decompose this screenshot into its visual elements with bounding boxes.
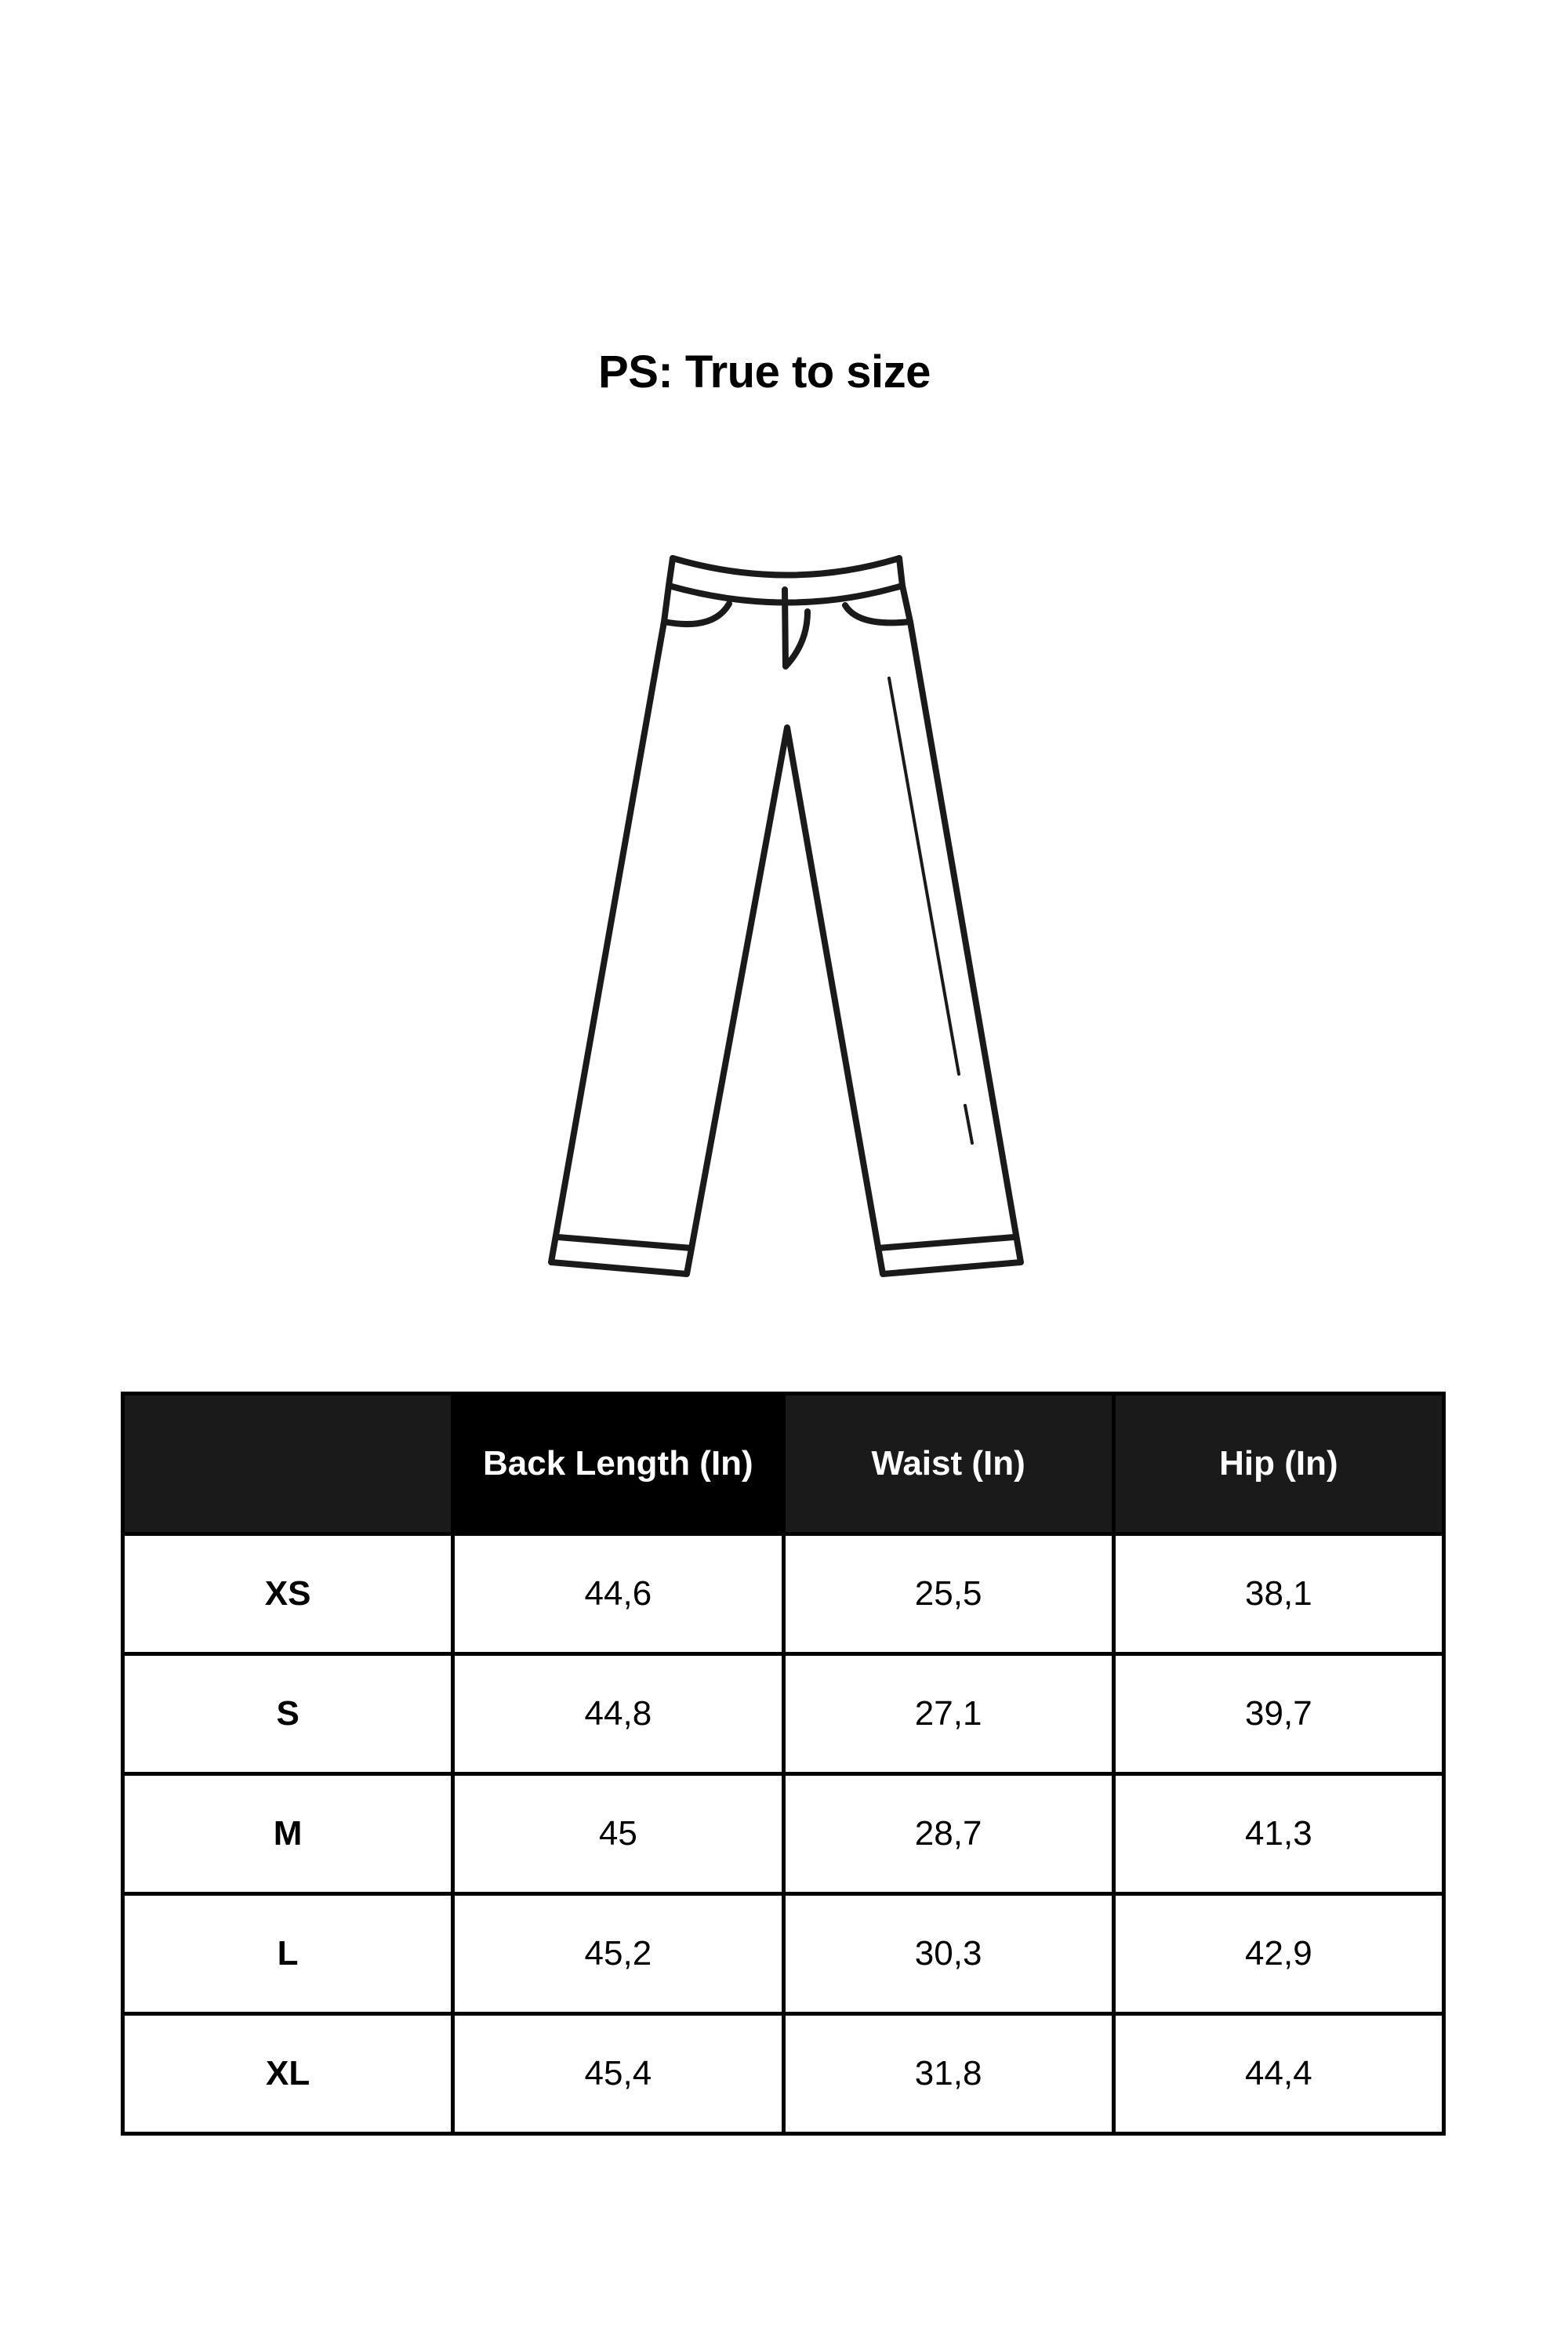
- header-waist: Waist (In): [783, 1394, 1113, 1534]
- hip-cell: 44,4: [1113, 2014, 1443, 2134]
- waist-cell: 25,5: [783, 1534, 1113, 1654]
- size-cell: M: [123, 1774, 453, 1894]
- hip-cell: 42,9: [1113, 1894, 1443, 2014]
- table-row: [123, 1894, 1444, 2014]
- hip-cell: 39,7: [1113, 1654, 1443, 1774]
- waist-cell: 31,8: [783, 2014, 1113, 2134]
- page-title: PS: True to size: [598, 347, 931, 397]
- table-row: [123, 1534, 1444, 1654]
- size-cell: XS: [123, 1534, 453, 1654]
- hip-cell: 38,1: [1113, 1534, 1443, 1654]
- header-back-length: Back Length (In): [453, 1394, 783, 1534]
- back-length-cell: 44,6: [453, 1534, 783, 1654]
- table-row: [123, 1774, 1444, 1894]
- waist-cell: 28,7: [783, 1774, 1113, 1894]
- header-size: [123, 1394, 453, 1534]
- size-cell: XL: [123, 2014, 453, 2134]
- back-length-cell: 45,2: [453, 1894, 783, 2014]
- size-cell: L: [123, 1894, 453, 2014]
- header-hip: Hip (In): [1113, 1394, 1443, 1534]
- back-length-cell: 45,4: [453, 2014, 783, 2134]
- size-chart-table: [121, 1392, 1446, 2136]
- table-row: [123, 1654, 1444, 1774]
- size-cell: S: [123, 1654, 453, 1774]
- table-header-row: [123, 1394, 1444, 1534]
- waist-cell: 27,1: [783, 1654, 1113, 1774]
- hip-cell: 41,3: [1113, 1774, 1443, 1894]
- back-length-cell: 45: [453, 1774, 783, 1894]
- back-length-cell: 44,8: [453, 1654, 783, 1774]
- table-row: [123, 2014, 1444, 2134]
- waist-cell: 30,3: [783, 1894, 1113, 2014]
